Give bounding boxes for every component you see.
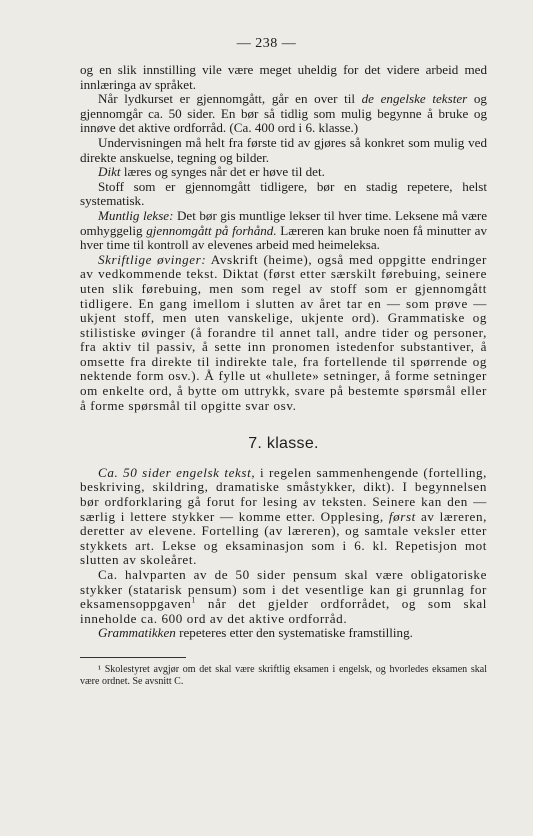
text-run: Undervisningen må helt fra første tid av gjøres så konkret som mulig ved direkte anskuelse, tegning og bilder. <box>80 134 487 165</box>
italic-text: Dikt <box>98 164 121 180</box>
paragraph <box>80 466 487 568</box>
paragraph <box>80 92 487 136</box>
italic-text: Ca. 50 sider engelsk tekst, <box>98 464 256 480</box>
italic-text: Muntlig lekse: <box>98 207 174 223</box>
paragraph <box>80 626 487 641</box>
section-heading: 7. klasse. <box>248 435 319 453</box>
italic-text: de engelske tekster <box>361 91 468 107</box>
text-run: og gjennomgår ca. 50 sider. En bør så tidlig som mulig begynne å bruke og innøve det aktive ordforråd. (Ca. 400 ord i 6. klasse.) <box>80 91 487 136</box>
text-run: Stoff som er gjennomgått tidligere, bør en stadig repetere, helst systematisk. <box>80 178 487 209</box>
italic-text: Grammatikken <box>98 625 176 641</box>
paragraphs-after-heading <box>80 466 487 641</box>
paragraph <box>80 63 487 92</box>
body-text <box>80 63 487 688</box>
text-run: og en slik innstilling vile være meget uheldig for det videre arbeid med innlæringa av språket. <box>80 62 487 92</box>
text-run: Læreren kan bruke noen få minutter av hver time til kontroll av elevenes arbeid med heimeleksa. <box>80 222 488 253</box>
paragraph <box>80 136 487 165</box>
text-run: repeteres etter den systematiske framstilling. <box>175 625 413 641</box>
paragraph <box>80 568 487 626</box>
footnote: ¹ Skolestyret avgjør om det skal være skriftlig eksamen i engelsk, og hvorledes eksamen skal være ordnet. Se avsnitt C. <box>80 663 487 687</box>
paragraph <box>80 209 487 253</box>
footnote-rule <box>80 657 186 658</box>
paragraph <box>80 253 487 414</box>
text-run: når det gjelder ordforrådet, og som skal inneholde ca. 600 ord av det aktive ordforråd. <box>80 596 487 626</box>
footnote-marker: 1 <box>191 595 197 605</box>
text-run: Avskrift (heime), også med oppgitte endringer av vedkommende tekst. Diktat (først etter særskilt førebuing, seinere uten slik førebuing, men som regel av stoff som er gjennomgått tidligere. En gang imellom i slutten av året tar en — som prøve — ukjent stoff, men uten vanskelige, ukjente ord). Grammatiske og stilistiske øvinger (å forandre til annet tall, andre tider og personer, fra aktiv til passiv, å sette inn pronomen istedenfor substantiver, å omsette fra direkte til indirekte tale, fra fortellende til spørrende og nektende form osv.). Å fylle ut «hullete» setninger, å forme setninger om enkelte ord, å bytte om uttrykk, svare på bestemte spørsmål eller å forme spørsmål til opgitte svar osv. <box>80 251 487 413</box>
text-run: i regelen sammenhengende (fortelling, beskriving, skildring, dramatiske småstykker, dikt). I begynnelsen bør ordforklaring gå forut for lesing av teksten. Seinere kan den — særlig i lettere stykker — komme etter. Opplesing, <box>80 464 487 524</box>
italic-text: Skriftlige øvinger: <box>98 251 207 267</box>
page-number: — 238 — <box>236 36 297 51</box>
text-run: læres og synges når det er høve til det. <box>120 164 325 180</box>
text-run: Det bør gis muntlige lekser til hver time. Leksene må være omhyggelig <box>80 207 488 238</box>
italic-text: gjennomgått på forhånd. <box>146 222 277 238</box>
text-run: av læreren, deretter av elevene. Fortelling (av læreren), og samtale veksler etter stykkets art. Lekse og eksaminasjon som i 6. kl. Repetisjon mot slutten av skoleåret. <box>80 508 487 568</box>
paragraph <box>80 165 487 180</box>
text-run: Ca. halvparten av de 50 sider pensum skal være obligatoriske stykker (statarisk pensum) som i det vesentlige kan gi grunnlag for eksamensoppgaven <box>80 567 487 612</box>
text-run: Når lydkurset er gjennomgått, går en over til <box>98 91 362 107</box>
paragraphs-before-heading <box>80 63 487 413</box>
italic-text: først <box>388 508 416 524</box>
paragraph <box>80 180 487 209</box>
